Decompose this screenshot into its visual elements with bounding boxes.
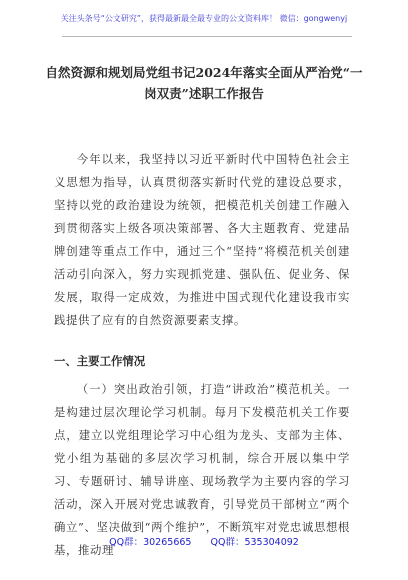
footer-qq-group-1: QQ群：30265665 (109, 537, 192, 548)
header-banner: 关注头条号“公文研究”，获得最新最全最专业的公文资料库！ 微信：gongwenyj (60, 14, 348, 23)
section-heading: 一、主要工作情况 (54, 354, 146, 368)
section-paragraph: （一）突出政治引领，打造“讲政治”模范机关。一是构建过层次理论学习机制。每月下发模范机关工作要点，建立以党组理论学习中心组为龙头、支部为主体、党小组为基础的多层次学习机制，综合开展以集中学习、专题研讨、辅导讲座、现场教学为主要内容的学习活动，深入开展对党忠诚教育，引导党员干部树立“两个确立”、坚决做到“两个维护”，不断筑牢对党忠诚思想根基，推动理 (54, 382, 350, 557)
document-title: 自然资源和规划局党组书记2024年落实全面从严治党“一岗双责”述职工作报告 (45, 65, 363, 101)
footer-qq-groups (0, 537, 408, 549)
header-divider (62, 36, 352, 37)
intro-paragraph: 今年以来，我坚持以习近平新时代中国特色社会主义思想为指导，认真贯彻落实新时代党的建设总要求，坚持以党的政治建设为统领，把模范机关创建工作融入到贯彻落实上级各项决策部署、各大主题教育、党建品牌创建等重点工作中，通过三个“坚持”将模范机关创建活动引向深入，努力实现抓党建、强队伍、促业务、保发展，取得一定成效，为推进中国式现代化建设我市实践提供了应有的自然资源要素支撑。 (54, 152, 350, 327)
footer-qq-group-2: QQ群：535304092 (210, 537, 299, 548)
document-body (54, 148, 350, 562)
